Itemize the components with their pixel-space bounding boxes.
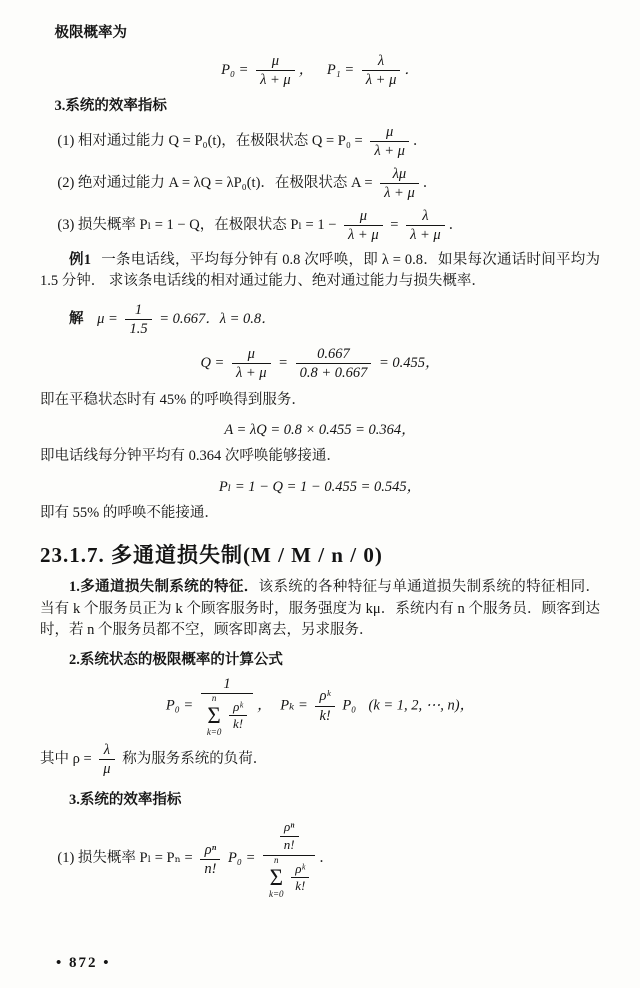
sigma-sum: n Σ k=0 (206, 693, 222, 738)
q-note: 即在平稳状态时有 45% 的呼唤得到服务． (40, 391, 306, 408)
pl-formula: Pₗ = 1 − Q = 1 − 0.455 = 0.545， (218, 479, 422, 495)
fraction: $\frac{\text{ρᵏ}}{k!}$ (229, 699, 247, 733)
solution-line: 解 μ = $\frac{1}{1.5}$ = 0.667．λ = 0.8． (69, 302, 276, 338)
fraction: $\frac{\text{ρᵏ}}{k!}$ (315, 687, 334, 724)
rho-definition: 其中 ρ = $\frac{\lambda}{\mu}$ 称为服务系统的负荷． (40, 742, 268, 778)
big-fraction (263, 819, 315, 899)
big-fraction: 1 n Σ k=0 $\frac{\text{ρᵏ}}{k!}$ (201, 675, 253, 737)
fraction: $\frac{\text{ρᵏ}}{k!}$ (291, 861, 309, 895)
fraction: $\frac{\text{ρⁿ}}{n!}$ (200, 841, 220, 878)
pl-note: 即有 55% 的呼唤不能接通． (40, 505, 219, 521)
fraction: $\frac{0.667}{0.8 + 0.667}$ (296, 345, 372, 382)
fraction: $\frac{\text{ρⁿ}}{n!}$ (280, 819, 299, 853)
p0-lhs: P₀ = (221, 61, 249, 78)
fraction: $\frac{\lambda}{\lambda + \mu}$ (406, 207, 445, 244)
example-label: 例1 (69, 251, 92, 268)
state-prob-formula: P₀ = 1 n Σ k=0 $\frac{\text{ρᵏ}}{k!}$ ， Pₖ = $\frac{\text{ρᵏ}}{k!}$ P₀ (k = 1, 2, ⋯, n)， (165, 676, 475, 738)
a-formula: A = λQ = 0.8 × 0.455 = 0.364， (224, 422, 416, 439)
page-number: • 872 • (56, 955, 111, 971)
intro-note: 极限概率为 (54, 25, 127, 41)
feature-lead: 1.多通道损失制系统的特征． (69, 578, 259, 595)
p1-lhs: P₁ = (326, 61, 355, 78)
section-heading: 23.1.7. 多通道损失制(M / M / n / 0) (40, 542, 383, 567)
fraction: $\frac{\mu}{\lambda + \mu}$ (370, 123, 409, 160)
loss-probability-formula: (1) 损失概率 Pₗ = Pₙ = $\frac{\text{ρⁿ}}{n!}$ P₀ = $\frac{\text{ρⁿ}}{n!}$ n Σ k=0 $\frac{\text{ρᵏ}}{k!}$ ． (57, 819, 334, 899)
relative-capacity-item: (1) 相对通过能力 Q = P₀(t)，在极限状态 Q = P₀ = $\frac{\mu}{\lambda + \mu}$ ． (57, 123, 428, 159)
fraction: $\frac{\mu}{\lambda + \mu}$ (256, 52, 295, 89)
fraction: $\frac{1}{1.5}$ (125, 301, 151, 338)
a-note: 即电话线每分钟平均有 0.364 次呼唤能够接通． (40, 448, 341, 465)
fraction: $\frac{\lambda}{\mu}$ (99, 741, 114, 778)
state-prob-heading: 2.系统状态的极限概率的计算公式 (69, 652, 283, 668)
fraction: $\frac{\mu}{\lambda + \mu}$ (344, 207, 383, 244)
fraction: $\frac{\mu}{\lambda + \mu}$ (232, 345, 271, 382)
feature-paragraph: 1.多通道损失制系统的特征．该系统的各种特征与单通道损失制系统的特征相同．当有 k 个服务员正为 k 个顾客服务时，服务强度为 kμ．系统内有 n 个服务员．顾客到达时，若 n 个服务员都不空，顾客即离去，另求服务． (40, 578, 601, 639)
limit-probability-formula: P₀ = $\frac{\mu}{\lambda + \mu}$ ， P₁ = $\frac{\lambda}{\lambda + \mu}$ ． (221, 52, 419, 88)
sigma-sum: n Σ k=0 (268, 854, 284, 899)
absolute-capacity-item: (2) 绝对通过能力 A = λQ = λP₀(t)．在极限状态 A = $\frac{\lambda\mu}{\lambda + \mu}$ ． (57, 166, 438, 202)
fraction: $\frac{\lambda}{\lambda + \mu}$ (362, 52, 401, 89)
efficiency-heading-2: 3.系统的效率指标 (69, 792, 182, 809)
efficiency-heading: 3.系统的效率指标 (54, 98, 167, 114)
solution-label: 解 (69, 310, 84, 327)
fraction: $\frac{\lambda\mu}{\lambda + \mu}$ (380, 165, 419, 202)
loss-probability-item: (3) 损失概率 Pₗ = 1 − Q，在极限状态 Pₗ = 1 − $\frac{\mu}{\lambda + \mu}$ = $\frac{\lambda}{\lambda + \mu}$ ． (57, 208, 464, 244)
q-formula: Q = $\frac{\mu}{\lambda + \mu}$ = $\frac{0.667}{0.8 + 0.667}$ = 0.455， (200, 346, 440, 382)
example-1-paragraph: 例1 一条电话线，平均每分钟有 0.8 次呼唤，即 λ = 0.8．如果每次通话时间平均为 1.5 分钟． 求该条电话线的相对通过能力、绝对通过能力与损失概率． (40, 251, 600, 290)
